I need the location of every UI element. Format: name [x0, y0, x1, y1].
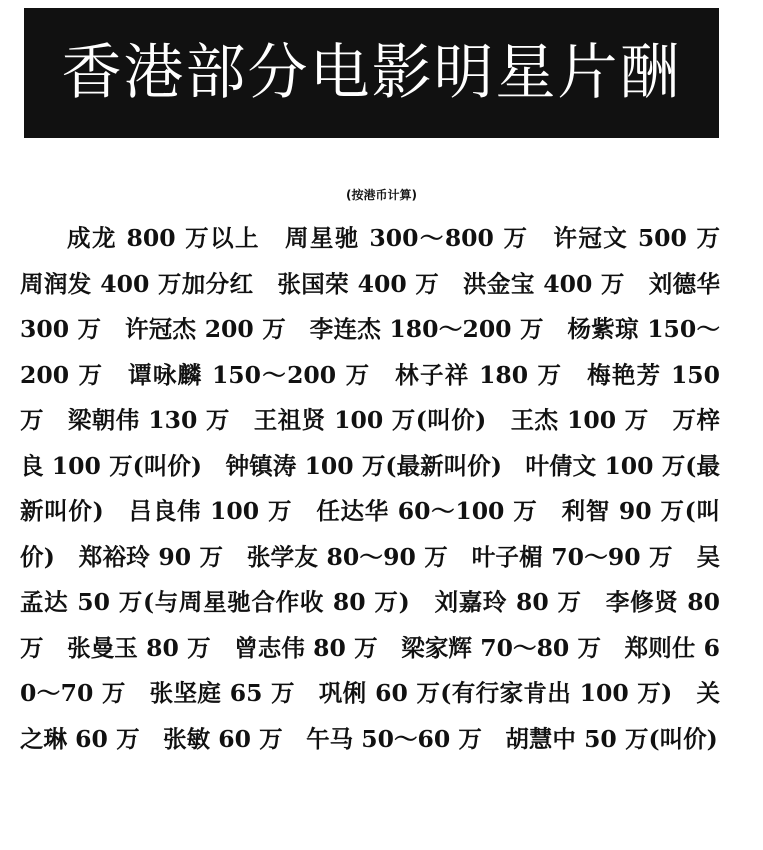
currency-note: (按港币计算) [346, 188, 417, 202]
article-title: 香港部分电影明星片酬 [61, 38, 682, 108]
article-body: 成龙 800 万以上 周星驰 300～800 万 许冠文 500 万 周润发 400 万加分红 张国荣 400 万 洪金宝 400 万 刘德华 300 万 许冠杰 200 万 李连杰 180～200 万 杨紫琼 150～200 万 谭咏麟 150～200 万 林子祥 180 万 梅艳芳 150 万 梁朝伟 130 万 王祖贤 100 万(叫价) 王杰 100 万 万梓良 100 万(叫价) 钟镇涛 100 万(最新叫价) 叶倩文 100 万(最新叫价) 吕良伟 100 万 任达华 60～100 万 利智 90 万(叫价) 郑裕玲 90 万 张学友 80～90 万 叶子楣 70～90 万 吴孟达 50 万(与周星驰合作收 80 万) 刘嘉玲 80 万 李修贤 80 万 张曼玉 80 万 曾志伟 80 万 梁家辉 70～80 万 郑则仕 60～70 万 张坚庭 65 万 巩俐 60 万(有行家肯出 100 万) 关之琳 60 万 张敏 60 万 午马 50～60 万 胡慧中 50 万(叫价) [20, 224, 744, 753]
title-banner [24, 8, 719, 138]
